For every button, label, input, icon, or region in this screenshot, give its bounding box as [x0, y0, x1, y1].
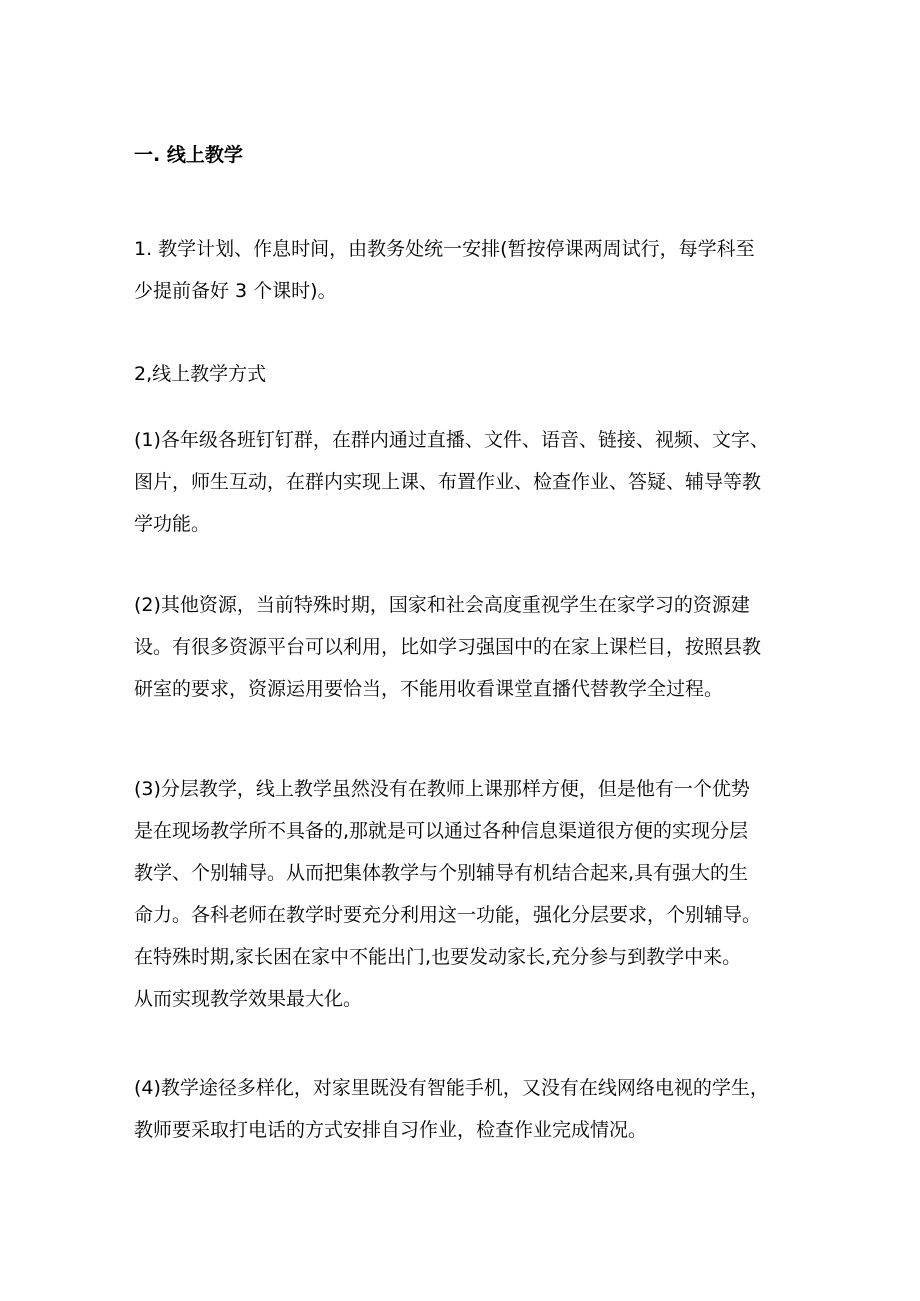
- text-line: 研室的要求，资源运用要恰当，不能用收看课堂直播代替教学全过程。: [134, 678, 724, 700]
- text-line: (1)各年级各班钉钉群，在群内通过直播、文件、语音、链接、视频、文字、: [134, 429, 769, 451]
- text-line: (3)分层教学，线上教学虽然没有在教师上课那样方便，但是他有一个优势: [134, 778, 750, 800]
- text-line: (4)教学途径多样化，对家里既没有智能手机，又没有在线网络电视的学生，: [134, 1077, 769, 1099]
- paragraph-teaching-plan: [134, 228, 794, 312]
- subheading-teaching-methods: [134, 353, 794, 395]
- section-heading: 一. 线上教学: [134, 144, 243, 166]
- paragraph-diverse-channels: [134, 1067, 794, 1151]
- text-line: 2,线上教学方式: [134, 363, 267, 385]
- paragraph-dingtalk-groups: [134, 419, 794, 545]
- text-line: 图片，师生互动，在群内实现上课、布置作业、检查作业、答疑、辅导等教: [134, 471, 762, 493]
- paragraph-tiered-teaching: [134, 768, 794, 1020]
- text-line: 少提前备好 3 个课时)。: [134, 280, 337, 302]
- text-line: 命力。各科老师在教学时要充分利用这一功能，强化分层要求，个别辅导。: [134, 904, 762, 926]
- text-line: 设。有很多资源平台可以利用，比如学习强国中的在家上课栏目，按照县教: [134, 636, 762, 658]
- text-line: 教师要采取打电话的方式安排自习作业，检查作业完成情况。: [134, 1119, 648, 1141]
- text-line: (2)其他资源，当前特殊时期，国家和社会高度重视学生在家学习的资源建: [134, 594, 750, 616]
- text-line: 学功能。: [134, 513, 211, 535]
- paragraph-other-resources: [134, 584, 794, 710]
- text-line: 教学、个别辅导。从而把集体教学与个别辅导有机结合起来,具有强大的生: [134, 862, 749, 884]
- text-line: 从而实现教学效果最大化。: [134, 988, 363, 1010]
- text-line: 在特殊时期,家长困在家中不能出门,也要发动家长,充分参与到教学中来。: [134, 946, 742, 968]
- text-line: 是在现场教学所不具备的,那就是可以通过各种信息渠道很方便的实现分层: [134, 820, 749, 842]
- text-line: 1. 教学计划、作息时间，由教务处统一安排(暂按停课两周试行，每学科至: [134, 238, 755, 260]
